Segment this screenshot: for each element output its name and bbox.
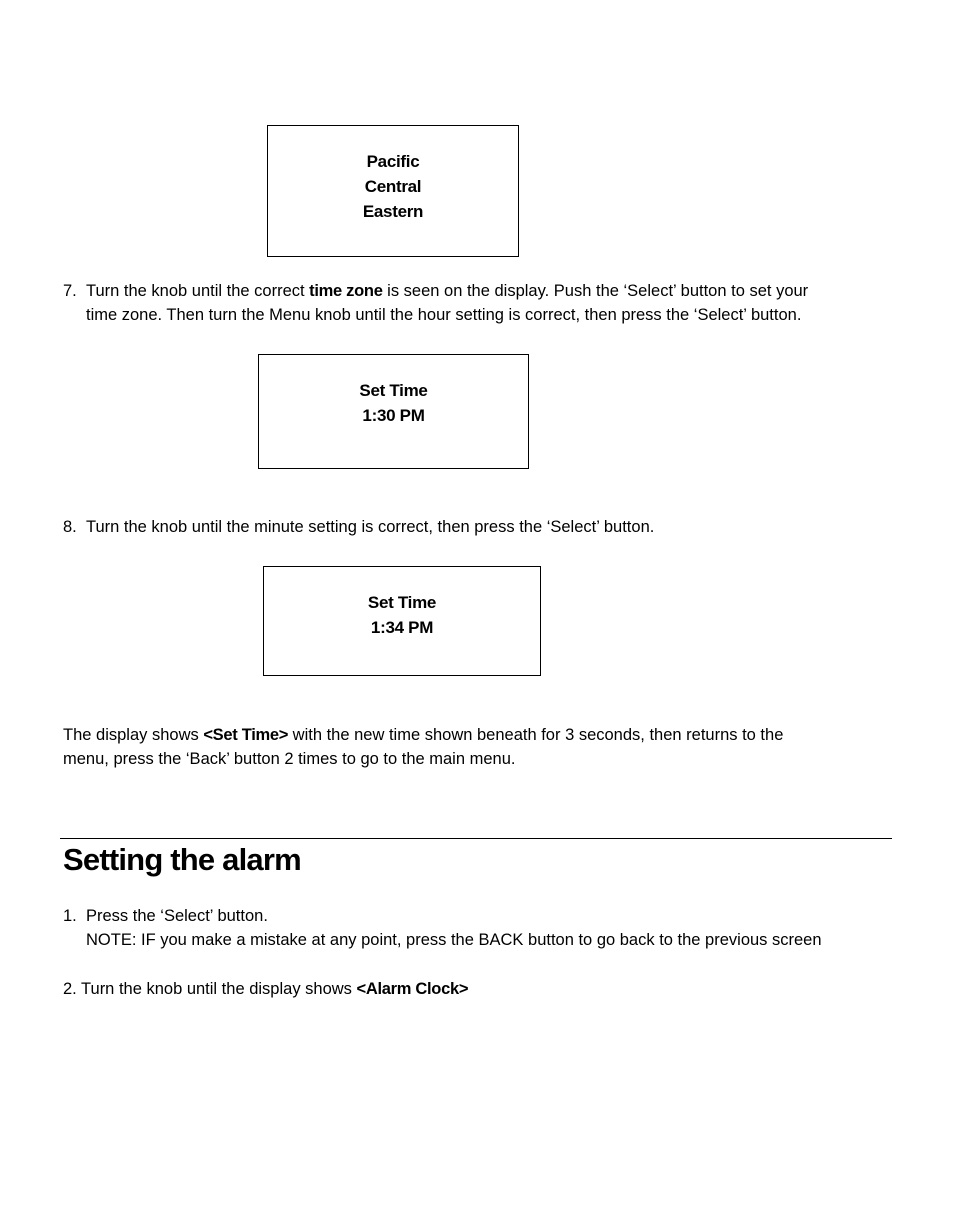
step-8-number: 8.	[63, 518, 77, 536]
alarm-step-2-bold: <Alarm Clock>	[356, 980, 469, 998]
alarm-step-1-text	[86, 904, 822, 952]
display-set-time-1	[258, 354, 529, 469]
after-note-line1-bold: <Set Time>	[203, 726, 289, 744]
section-heading: Setting the alarm	[63, 842, 301, 877]
section-divider	[60, 838, 892, 839]
step-7-text	[86, 279, 808, 327]
display-set-time-2	[263, 566, 541, 676]
display-set-time-1-time: 1:30 PM	[362, 406, 425, 425]
after-note-paragraph	[63, 723, 783, 771]
display-set-time-1-title: Set Time	[359, 381, 428, 400]
display-set-time-2-time: 1:34 PM	[370, 618, 434, 637]
alarm-step-1-number: 1.	[63, 907, 77, 925]
display-line-eastern: Eastern	[362, 202, 424, 221]
step-7-line1-bold: time zone	[309, 282, 383, 300]
display-line-pacific: Pacific	[366, 152, 420, 171]
step-7-number: 7.	[63, 282, 77, 300]
step-8-text: Turn the knob until the minute setting is correct, then press the ‘Select’ button.	[86, 518, 655, 536]
after-note-line1-post: with the new time shown beneath for 3 seconds, then returns to the	[288, 726, 784, 744]
after-note-line1-pre: The display shows	[63, 726, 204, 744]
alarm-step-2-pre: 2. Turn the knob until the display shows	[63, 980, 357, 998]
display-line-central: Central	[364, 177, 422, 196]
display-set-time-2-title: Set Time	[367, 593, 437, 612]
after-note-line2: menu, press the ‘Back’ button 2 times to go to the main menu.	[63, 750, 516, 768]
step-7-line1-post: is seen on the display. Push the ‘Select’ button to set your	[382, 282, 809, 300]
step-7-line1-pre: Turn the knob until the correct	[86, 282, 310, 300]
alarm-step-1-note: NOTE: IF you make a mistake at any point, press the BACK button to go back to the previous screen	[86, 931, 822, 949]
display-timezone-list	[267, 125, 519, 257]
alarm-step-1-line1: Press the ‘Select’ button.	[86, 907, 268, 925]
alarm-step-2-text	[63, 977, 468, 1001]
step-7-line2: time zone. Then turn the Menu knob until the hour setting is correct, then press the ‘Select’ button.	[86, 306, 802, 324]
